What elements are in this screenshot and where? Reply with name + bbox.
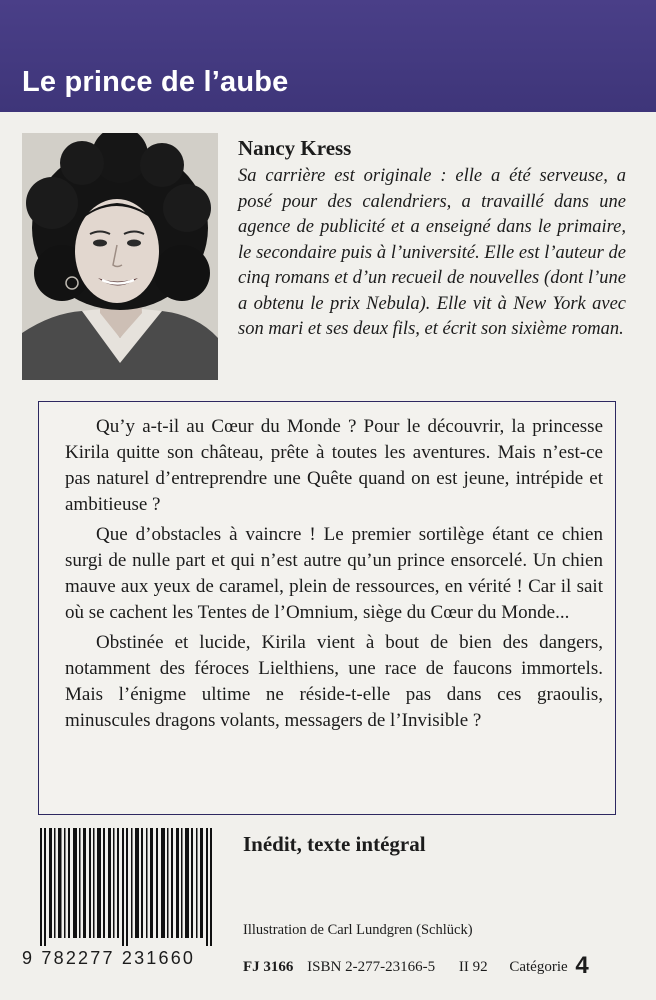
synopsis-paragraph: Obstinée et lucide, Kirila vient à bout de bien des dangers, notamment des féroces Lielthiens, une race de faucons immortels. Mais l’énigme ultime ne réside-t-elle pas dans ces graoulis, minuscules dragons volants, messagers de l’Invisible ? bbox=[65, 632, 603, 731]
series-code: FJ 3166 bbox=[243, 959, 294, 975]
barcode-image bbox=[40, 828, 216, 946]
author-name: Nancy Kress bbox=[238, 136, 352, 160]
barcode-number: 9 782277 231660 bbox=[22, 948, 196, 968]
synopsis-frame bbox=[38, 401, 616, 815]
author-photo bbox=[22, 133, 218, 380]
author-bio: Sa carrière est originale : elle a été serveuse, a posé pour des calendriers, a travaillé dans une agence de publicité et a enseigné dans le primaire, le secondaire puis à l’université. Elle est l’auteur de cinq romans et d’un recueil de nouvelles (dont l’une a obtenu le prix Nebula). Elle vit à New York avec son mari et ses deux fils, et écrit son sixième roman. bbox=[238, 166, 626, 339]
categorie-number: 4 bbox=[575, 952, 589, 979]
bibliographic-line bbox=[243, 952, 589, 980]
isbn: ISBN 2-277-23166-5 bbox=[307, 959, 436, 975]
illustration-credit: Illustration de Carl Lundgren (Schlück) bbox=[243, 922, 473, 938]
book-title: Le prince de l’aube bbox=[22, 66, 289, 98]
synopsis-paragraph: Que d’obstacles à vaincre ! Le premier sortilège étant ce chien surgi de nulle part et qui n’est autre qu’un prince ensorcelé. Un chien mauve aux yeux de caramel, plein de ressources, en vérité ! Car il sait où se cachent les Tentes de l’Omnium, siège du Cœur du Monde... bbox=[65, 524, 603, 623]
categorie-label: Catégorie bbox=[509, 959, 568, 975]
header-band bbox=[0, 0, 656, 112]
synopsis-paragraph: Qu’y a-t-il au Cœur du Monde ? Pour le découvrir, la princesse Kirila quitte son château, prête à toutes les aventures. Mais n’est-ce pas naturel d’entreprendre une Quête quand on est jeune, intrépide et ambitieuse ? bbox=[65, 416, 603, 515]
volume-info: II 92 bbox=[458, 959, 488, 975]
inedit-label: Inédit, texte intégral bbox=[243, 832, 426, 856]
